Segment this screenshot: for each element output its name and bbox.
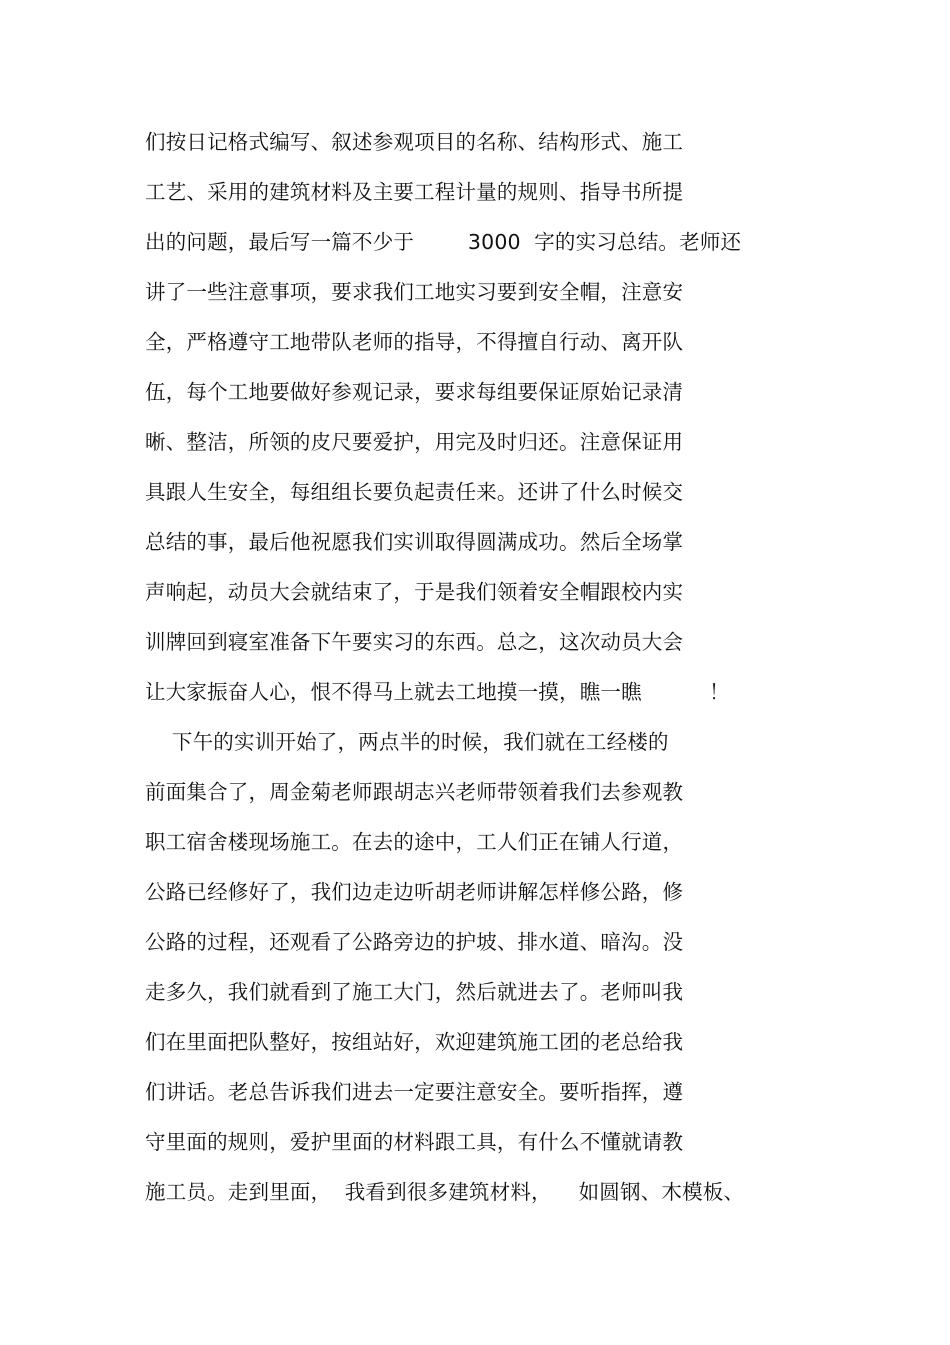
text-line: 公路已经修好了，我们边走边听胡老师讲解怎样修公路，修 [145, 880, 684, 904]
paragraph-first-line: 下午的实训开始了，两点半的时候，我们就在工经楼的 [145, 730, 669, 754]
text-line: 具跟人生安全，每组组长要负起责任来。还讲了什么时候交 [145, 480, 684, 504]
text-line: 们按日记格式编写、叙述参观项目的名称、结构形式、施工 [145, 130, 684, 154]
text-line: 施工员。走到里面， 我看到很多建筑材料， 如圆钢、木模板、 [145, 1180, 745, 1204]
text-line: 晰、整洁，所领的皮尺要爱护，用完及时归还。注意保证用 [145, 430, 684, 454]
text-line: 前面集合了，周金菊老师跟胡志兴老师带领着我们去参观教 [145, 780, 684, 804]
text-line: 公路的过程，还观看了公路旁边的护坡、排水道、暗沟。没 [145, 930, 684, 954]
text-line: 讲了一些注意事项，要求我们工地实习要到安全帽，注意安 [145, 280, 684, 304]
text-line: 守里面的规则，爱护里面的材料跟工具，有什么不懂就请教 [145, 1130, 684, 1154]
text-line: 声响起，动员大会就结束了，于是我们领着安全帽跟校内实 [145, 580, 684, 604]
text-line: 总结的事，最后他祝愿我们实训取得圆满成功。然后全场掌 [145, 530, 684, 554]
text-line: 让大家振奋人心，恨不得马上就去工地摸一摸，瞧一瞧 ！ [145, 680, 730, 704]
text-line: 们讲话。老总告诉我们进去一定要注意安全。要听指挥，遵 [145, 1080, 684, 1104]
text-line: 职工宿舍楼现场施工。在去的途中，工人们正在铺人行道， [145, 830, 684, 854]
text-line: 出的问题，最后写一篇不少于 3000 字的实习总结。老师还 [145, 230, 742, 254]
text-line: 训牌回到寝室准备下午要实习的东西。总之，这次动员大会 [145, 630, 684, 654]
text-line: 走多久，我们就看到了施工大门，然后就进去了。老师叫我 [145, 980, 684, 1004]
text-line: 工艺、采用的建筑材料及主要工程计量的规则、指导书所提 [145, 180, 684, 204]
text-line: 伍，每个工地要做好参观记录，要求每组要保证原始记录清 [145, 380, 684, 404]
text-line: 们在里面把队整好，按组站好，欢迎建筑施工团的老总给我 [145, 1030, 684, 1054]
text-line: 全，严格遵守工地带队老师的指导，不得擅自行动、离开队 [145, 330, 684, 354]
